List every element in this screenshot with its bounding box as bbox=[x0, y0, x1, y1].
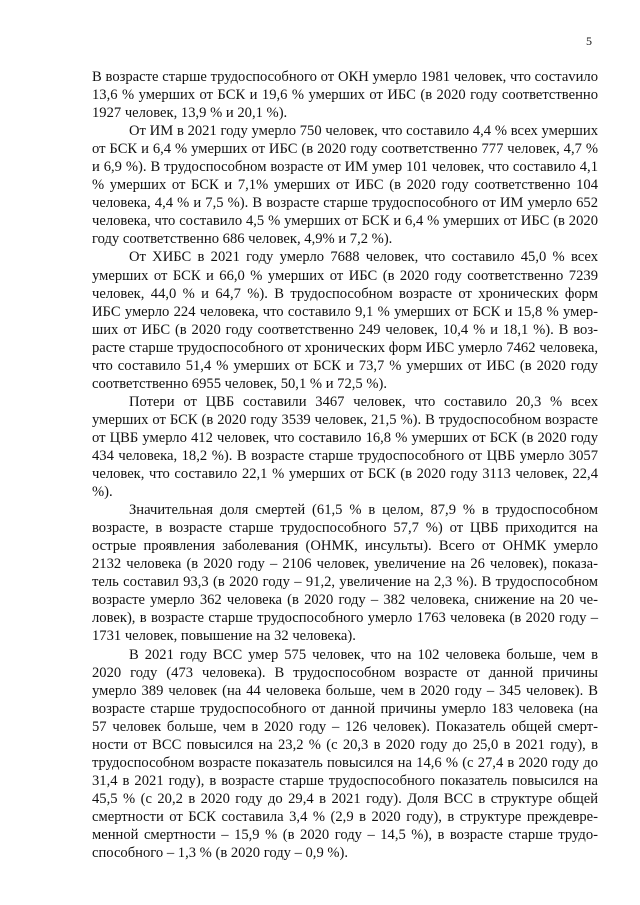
paragraph-cvb: Потери от ЦВБ составили 3467 человек, что составило 20,3 % всех умерших от БСК (в 2020 году 3539 человек, 21,5 %). В трудоспособном возрасте от ЦВБ умерло 412 человек, что составило 16,8 % умерших от БСК (в 2020 году 434 человека, 18,2 %). В возрасте старше трудоспособного от ЦВБ умерло 3057 человек, что составило 22,1 % умерших от БСК (в 2020 году 3113 человек, 22,4 %). bbox=[92, 393, 598, 501]
document-body bbox=[92, 68, 598, 862]
paragraph-onmk: Значительная доля смертей (61,5 % в целом, 87,9 % в трудоспособном возрасте, в возрасте старше трудоспособного 57,7 %) от ЦВБ приходится на острые проявления заболевания (ОНМК, инсульты). Всего от ОНМК умерло 2132 человека (в 2020 году – 2106 человек, увеличение на 26 человек), показатель составил 93,3 (в 2020 году – 91,2, увеличение на 2,3 %). В трудоспособном возрасте умерло 362 человека (в 2020 году – 382 человека, снижение на 20 человек), в возрасте старше трудоспособного умерло 1763 человека (в 2020 году – 1731 человек, повышение на 32 человека). bbox=[92, 502, 598, 645]
paragraph-vss: В 2021 году ВСС умер 575 человек, что на 102 человека больше, чем в 2020 году (473 человека). В трудоспособном возрасте от данной причины умерло 389 человек (на 44 человека больше, чем в 2020 году – 345 человек). В возрасте старше трудоспособного от данной причины умерло 183 человека (на 57 человек больше, чем в 2020 году – 126 человек). Показатель общей смертности от ВСС повысился на 23,2 % (с 20,3 в 2020 году до 25,0 в 2021 году), в трудоспособном возрасте показатель повысился на 14,6 % (с 27,4 в 2020 году до 31,4 в 2021 году), в возрасте старше трудоспособного показатель повысился на 45,5 % (с 20,2 в 2020 году до 29,4 в 2021 году). Доля ВСС в структуре общей смертности от БСК составила 3,4 % (2,9 в 2020 году), в структуре преждевременной смертности – 15,9 % (в 2020 году – 14,5 %), в возрасте старше трудоспособного – 1,3 % (в 2020 году – 0,9 %). bbox=[92, 646, 598, 862]
paragraph-hibs: От ХИБС в 2021 году умерло 7688 человек, что составило 45,0 % всех умерших от БСК и 66,0 % умерших от ИБС (в 2020 году соответственно 7239 человек, 44,0 % и 64,7 %). В трудоспособном возрасте от хронических форм ИБС умерло 224 человека, что составило 9,1 % умерших от БСК и 15,8 % умерших от ИБС (в 2020 году соответственно 249 человек, 10,4 % и 18,1 %). В возрасте старше трудоспособного от хронических форм ИБС умерло 7462 человека, что составило 51,4 % умерших от БСК и 73,7 % умерших от ИБС (в 2020 году соответственно 6955 человек, 50,1 % и 72,5 %). bbox=[92, 249, 598, 392]
page-number: 5 bbox=[586, 34, 592, 48]
paragraph-okn: В возрасте старше трудоспособного от ОКН умерло 1981 человек, что состаvило 13,6 % умерших от БСК и 19,6 % умерших от ИБС (в 2020 году соответственно 1927 человек, 13,9 % и 20,1 %). bbox=[92, 69, 598, 122]
paragraph-im: От ИМ в 2021 году умерло 750 человек, что составило 4,4 % всех умерших от БСК и 6,4 % умерших от ИБС (в 2020 году соответственно 777 человек, 4,7 % и 6,9 %). В трудоспособном возрасте от ИМ умер 101 человек, что составило 4,1 % умерших от БСК и 7,1% умерших от ИБС (в 2020 году соответственно 104 человека, 4,4 % и 7,5 %). В возрасте старше трудоспособного от ИМ умерло 652 человека, что составило 4,5 % умерших от БСК и 6,4 % умерших от ИБС (в 2020 году соответственно 686 человек, 4,9% и 7,2 %). bbox=[92, 123, 598, 248]
